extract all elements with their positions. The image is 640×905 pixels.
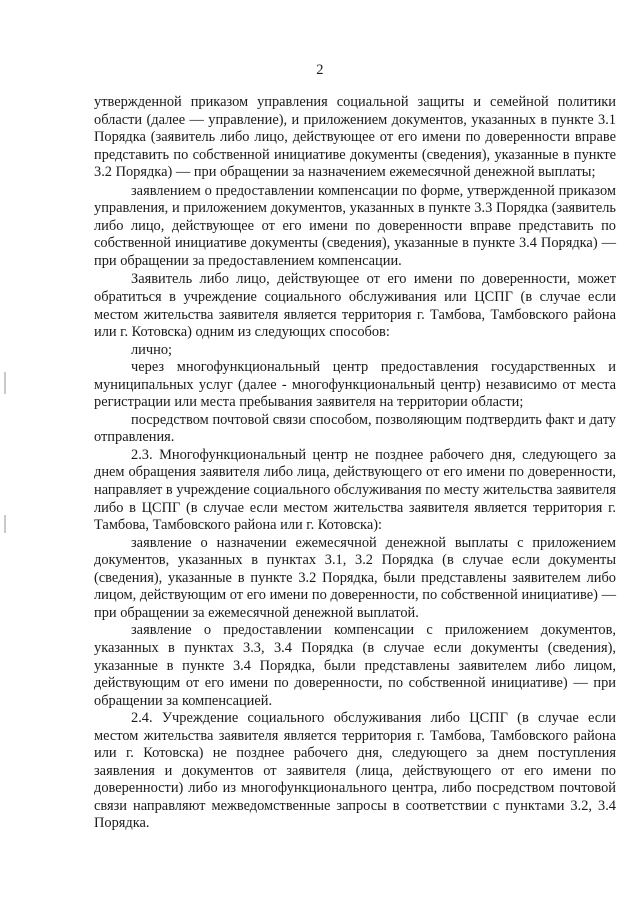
paragraph-2: заявлением о предоставлении компенсации по форме, утвержденной приказом управления, и приложением документов, указанных в пункте 3.3 Порядка (заявитель либо лицо, действующее от его имени по доверенности вправе представить по собственной инициативе документы (сведения), указанные в пункте 3.4 Порядка) — при обращении за предоставлением компенсации. <box>94 182 616 269</box>
paragraph-9: заявление о предоставлении компенсации с приложением документов, указанных в пунктах 3.3, 3.4 Порядка (в случае если документы (сведения), указанные в пункте 3.4 Порядка, были представлены заявителем либо лицом, действующим от его имени по доверенности, по собственной инициативе) — при обращении за компенсацией. <box>94 622 616 709</box>
left-margin-mark-2 <box>4 515 6 533</box>
paragraph-4: лично; <box>131 341 173 358</box>
paragraph-8: заявление о назначении ежемесячной денежной выплаты с приложением документов, указанных в пунктах 3.1, 3.2 Порядка (в случае если документы (сведения), указанные в пункте 3.2 Порядка, были представлены заявителем либо лицом, действующим от его имени по доверенности, по собственной инициативе) — при обращении за ежемесячной денежной выплатой. <box>94 534 616 621</box>
paragraph-1: утвержденной приказом управления социальной защиты и семейной политики области (далее — управление), и приложением документов, указанных в пункте 3.1 Порядка (заявитель либо лицо, действующее от его имени по доверенности вправе представить по собственной инициативе документы (сведения), указанные в пункте 3.2 Порядка) — при обращении за назначением ежемесячной денежной выплаты; <box>94 94 616 181</box>
page-number: 2 <box>316 62 324 78</box>
left-margin-mark-1 <box>4 372 6 394</box>
paragraph-6: посредством почтовой связи способом, позволяющим подтвердить факт и дату отправления. <box>94 411 616 446</box>
document-body <box>94 94 616 833</box>
paragraph-10: 2.4. Учреждение социального обслуживания либо ЦСПГ (в случае если местом жительства заявителя является территория г. Тамбова, Тамбовского района или г. Котовска) не позднее рабочего дня, следующего за днем поступления заявления и документов от заявителя (лица, действующего от его имени по доверенности) либо из многофункционального центра, либо посредством почтовой связи направляют межведомственные запросы в соответствии с пунктами 3.2, 3.4 Порядка. <box>94 710 616 832</box>
paragraph-7: 2.3. Многофункциональный центр не позднее рабочего дня, следующего за днем обращения заявителя либо лица, действующего от его имени по доверенности, направляет в учреждение социального обслуживания по месту жительства заявителя либо в ЦСПГ (в случае если местом жительства заявителя является территория г. Тамбова, Тамбовского района или г. Котовска): <box>94 446 616 534</box>
paragraph-5: через многофункциональный центр предоставления государственных и муниципальных услуг (далее - многофункциональный центр) независимо от места регистрации или места пребывания заявителя на территории области; <box>94 359 616 411</box>
paragraph-3: Заявитель либо лицо, действующее от его имени по доверенности, может обратиться в учреждение социального обслуживания или ЦСПГ (в случае если местом жительства заявителя является территория г. Тамбова, Тамбовского района или г. Котовска) одним из следующих способов: <box>94 271 616 341</box>
